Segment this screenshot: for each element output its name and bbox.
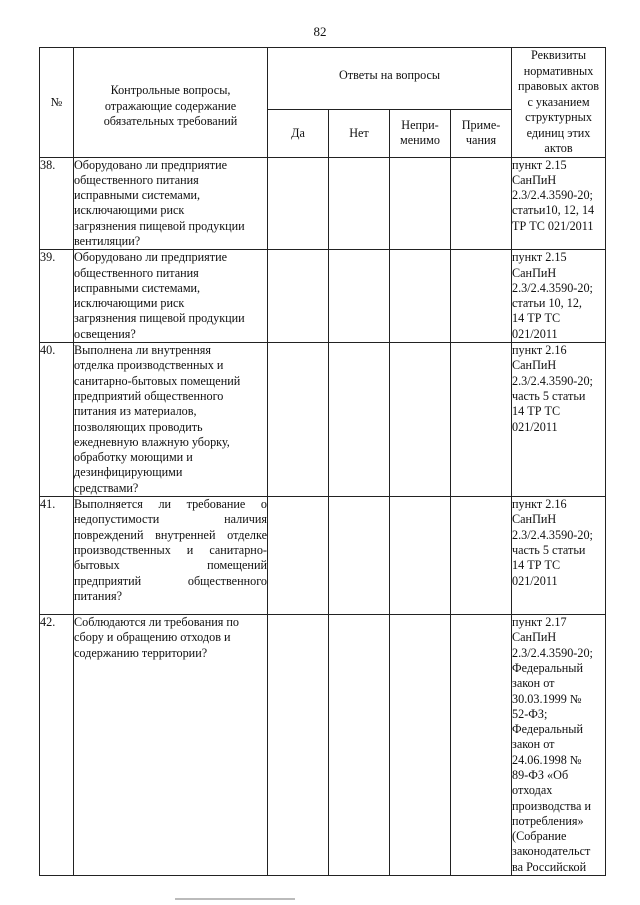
answer-not-applicable-cell[interactable] — [390, 250, 451, 343]
row-number: 41. — [40, 497, 74, 615]
text-line: исключающими риск — [74, 203, 185, 218]
table-row — [40, 250, 606, 343]
answer-notes-cell[interactable] — [451, 497, 512, 615]
text-line: 2.3/2.4.3590-20; — [512, 373, 593, 388]
table-row — [40, 497, 606, 615]
text-line: правовых актов — [517, 79, 600, 93]
answer-yes-cell[interactable] — [268, 343, 329, 497]
row-number: 38. — [40, 157, 74, 250]
text-line: Выполнена ли внутренняя — [74, 343, 212, 358]
text-line: производственных и санитарно- — [74, 542, 267, 557]
row-question — [74, 497, 268, 615]
table-row — [40, 343, 606, 497]
table-row — [40, 615, 606, 876]
text-line: (Собрание — [512, 829, 567, 844]
row-number: 39. — [40, 250, 74, 343]
text-line: производства и — [512, 798, 591, 813]
row-question — [74, 157, 268, 250]
text-line: Соблюдаются ли требования по — [74, 615, 240, 630]
text-line: ва Российской — [512, 859, 587, 874]
text-line: ТР ТС 021/2011 — [512, 218, 594, 233]
text-line: пункт 2.16 — [512, 497, 567, 512]
text-line: 021/2011 — [512, 326, 558, 341]
text-line: 14 ТР ТС — [512, 311, 561, 326]
text-line: 2.3/2.4.3590-20; — [512, 527, 593, 542]
answer-no-cell[interactable] — [329, 250, 390, 343]
answer-yes-cell[interactable] — [268, 250, 329, 343]
header-not-applicable: Непри- менимо — [390, 110, 451, 157]
row-legal-reference — [512, 615, 606, 876]
header-ref-lines — [512, 48, 605, 157]
text-line: питания из материалов, — [74, 404, 197, 419]
answer-yes-cell[interactable] — [268, 497, 329, 615]
answer-not-applicable-cell[interactable] — [390, 497, 451, 615]
text-line: Оборудовано ли предприятие — [74, 250, 228, 265]
text-line: сбору и обращению отходов и — [74, 630, 231, 645]
text-line: статьи 10, 12, — [512, 296, 582, 311]
text-line: пункт 2.15 — [512, 250, 567, 265]
text-line: 021/2011 — [512, 573, 558, 588]
table-row — [40, 157, 606, 250]
text-line: бытовых помещений — [74, 558, 267, 573]
header-number: № — [40, 48, 74, 158]
text-line: закон от — [512, 737, 555, 752]
text-line: структурных — [525, 110, 592, 124]
text-line: отделка производственных и — [74, 358, 224, 373]
text-line: ежедневную влажную уборку, — [74, 434, 230, 449]
text-line: 021/2011 — [512, 419, 558, 434]
text-line: общественного питания — [74, 265, 199, 280]
text-line: с указанием — [527, 94, 590, 109]
text-line: статьи10, 12, 14 — [512, 203, 595, 218]
text-line: Федеральный — [512, 660, 583, 675]
text-line: загрязнения пищевой продукции — [74, 218, 245, 233]
row-question — [74, 615, 268, 876]
text-line: недопустимости наличия — [74, 512, 267, 527]
text-line: пункт 2.15 — [512, 157, 567, 172]
row-question — [74, 343, 268, 497]
text-line: 14 ТР ТС — [512, 404, 561, 419]
header-yes: Да — [268, 110, 329, 157]
text-line: исправными системами, — [74, 188, 201, 203]
row-number: 42. — [40, 615, 74, 876]
text-line: позволяющих проводить — [74, 419, 203, 434]
text-line: содержанию территории? — [74, 645, 208, 660]
text-line: потребления» — [512, 813, 584, 828]
row-legal-reference — [512, 343, 606, 497]
text-line: СанПиН — [512, 358, 557, 373]
answer-not-applicable-cell[interactable] — [390, 615, 451, 876]
text-line: исключающими риск — [74, 296, 185, 311]
text-line: часть 5 статьи — [512, 388, 586, 403]
answer-no-cell[interactable] — [329, 343, 390, 497]
answer-not-applicable-cell[interactable] — [390, 157, 451, 250]
text-line: единиц этих — [526, 125, 591, 140]
answer-notes-cell[interactable] — [451, 343, 512, 497]
text-line: Федеральный — [512, 722, 583, 737]
answer-yes-cell[interactable] — [268, 157, 329, 250]
answer-notes-cell[interactable] — [451, 250, 512, 343]
text-line: пункт 2.16 — [512, 343, 567, 358]
text-line: загрязнения пищевой продукции — [74, 311, 245, 326]
text-line: законодательст — [512, 844, 591, 859]
text-line: 2.3/2.4.3590-20; — [512, 645, 593, 660]
text-line: обработку моющими и — [74, 450, 193, 465]
text-line: СанПиН — [512, 265, 557, 280]
text-line: 30.03.1999 № — [512, 691, 582, 706]
text-line: Оборудовано ли предприятие — [74, 157, 228, 172]
text-line: 14 ТР ТС — [512, 558, 561, 573]
header-question: Контрольные вопросы, отражающие содержание обязательных требований — [74, 48, 268, 158]
text-line: 52-ФЗ; — [512, 706, 548, 721]
header-answers-group: Ответы на вопросы — [268, 48, 512, 110]
text-line: СанПиН — [512, 512, 557, 527]
answer-notes-cell[interactable] — [451, 615, 512, 876]
text-line: освещения? — [74, 326, 136, 341]
text-line: нормативных — [523, 63, 594, 78]
text-line: исправными системами, — [74, 280, 201, 295]
scan-edge-mark — [175, 898, 295, 900]
row-legal-reference — [512, 497, 606, 615]
answer-yes-cell[interactable] — [268, 615, 329, 876]
text-line: 2.3/2.4.3590-20; — [512, 280, 593, 295]
text-line: средствами? — [74, 480, 139, 495]
text-line: вентиляции? — [74, 233, 141, 248]
text-line: 2.3/2.4.3590-20; — [512, 188, 593, 203]
text-line: закон от — [512, 676, 555, 691]
answer-notes-cell[interactable] — [451, 157, 512, 250]
text-line: 24.06.1998 № — [512, 752, 582, 767]
row-number: 40. — [40, 343, 74, 497]
text-line: Выполняется ли требование о — [74, 497, 267, 512]
text-line: пункт 2.17 — [512, 615, 567, 630]
text-line: часть 5 статьи — [512, 542, 586, 557]
header-no: Нет — [329, 110, 390, 157]
answer-no-cell[interactable] — [329, 497, 390, 615]
text-line: общественного питания — [74, 172, 199, 187]
requirements-checklist-table — [39, 47, 606, 876]
text-line: питания? — [74, 588, 122, 603]
answer-no-cell[interactable] — [329, 615, 390, 876]
answer-not-applicable-cell[interactable] — [390, 343, 451, 497]
text-line: СанПиН — [512, 630, 557, 645]
text-line: повреждений внутренней отделке — [74, 527, 267, 542]
text-line: предприятий общественного — [74, 573, 267, 588]
text-line: предприятий общественного — [74, 388, 224, 403]
row-legal-reference — [512, 157, 606, 250]
page-number: 82 — [313, 24, 327, 39]
text-line: отходах — [512, 783, 553, 798]
text-line: актов — [544, 141, 573, 155]
header-notes: Приме- чания — [451, 110, 512, 157]
row-question — [74, 250, 268, 343]
header-legal-references — [512, 48, 606, 158]
text-line: СанПиН — [512, 172, 557, 187]
text-line: дезинфицирующими — [74, 465, 183, 480]
text-line: 89-ФЗ «Об — [512, 768, 569, 782]
text-line: Реквизиты — [530, 48, 587, 62]
table-header-row — [40, 48, 606, 110]
answer-no-cell[interactable] — [329, 157, 390, 250]
text-line: санитарно-бытовых помещений — [74, 373, 241, 388]
row-legal-reference — [512, 250, 606, 343]
